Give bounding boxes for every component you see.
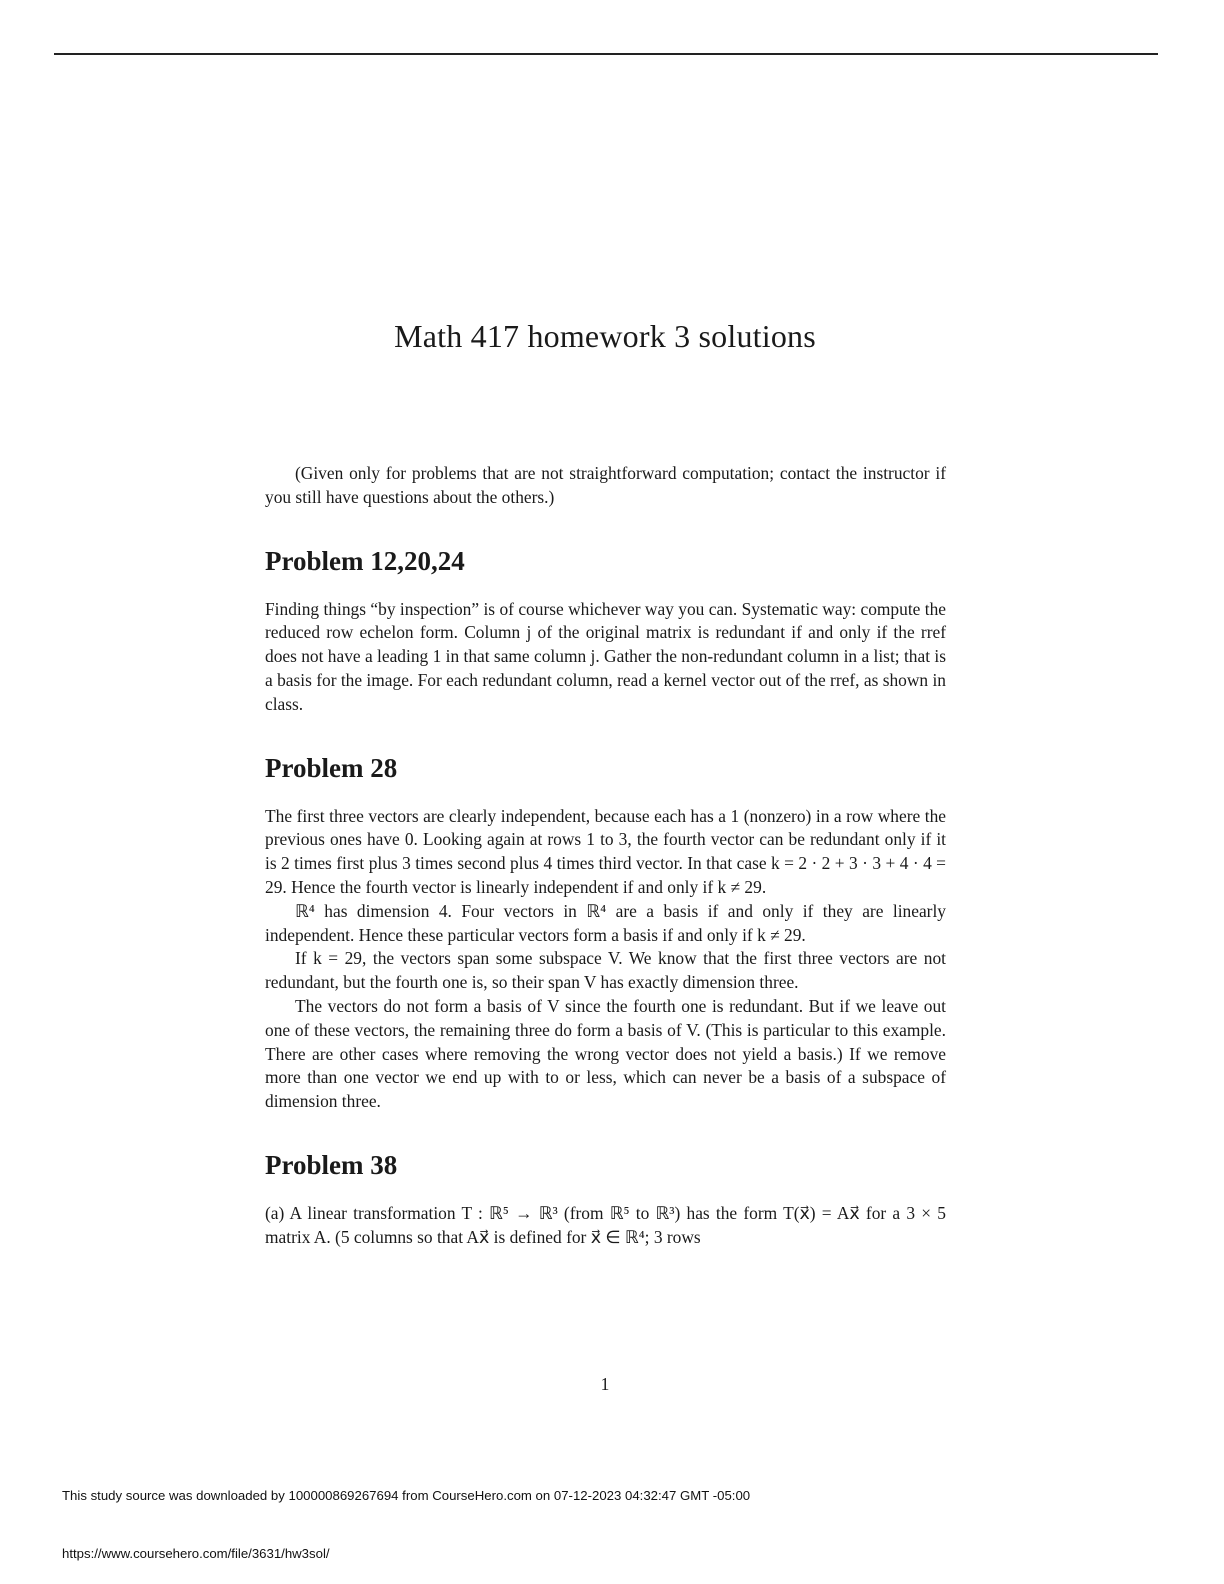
paragraph-problem-28-3: If k = 29, the vectors span some subspace V. We know that the first three vectors are not redundant, but the fourth one is, so their span V has exactly dimension three. — [265, 948, 946, 993]
source-url-link[interactable]: https://www.coursehero.com/file/3631/hw3sol/ — [62, 1546, 330, 1561]
document-body — [265, 462, 946, 1250]
paragraph-problem-28-4: The vectors do not form a basis of V since the fourth one is redundant. But if we leave out one of these vectors, the remaining three do form a basis of V. (This is particular to this example. There are other cases where removing the wrong vector does not yield a basis.) If we remove more than one vector we end up with to or less, which can never be a basis of a subspace of dimension three. — [265, 995, 946, 1112]
section-heading-problem-28: Problem 28 — [265, 752, 398, 783]
page-number: 1 — [600, 1374, 610, 1394]
page-title: Math 417 homework 3 solutions — [394, 318, 816, 354]
paragraph-problem-38-1: (a) A linear transformation T : ℝ⁵ → ℝ³ (from ℝ⁵ to ℝ³) has the form T(x⃗) = Ax⃗ for a 3 × 5 matrix A. (5 columns so that Ax⃗ is defined for x⃗ ∈ ℝ⁴; 3 rows — [265, 1202, 946, 1247]
paragraph-problem-28-1: The first three vectors are clearly independent, because each has a 1 (nonzero) in a row where the previous ones have 0. Looking again at rows 1 to 3, the fourth vector can be redundant only if it is 2 times first plus 3 times second plus 4 times third vector. In that case k = 2 · 2 + 3 · 3 + 4 · 4 = 29. Hence the fourth vector is linearly independent if and only if k ≠ 29. — [265, 805, 946, 897]
top-rule — [54, 53, 1158, 55]
download-note: This study source was downloaded by 100000869267694 from CourseHero.com on 07-12-2023 04:32:47 GMT -05:00 — [62, 1488, 751, 1503]
paragraph-problem-12-20-24: Finding things “by inspection” is of course whichever way you can. Systematic way: compute the reduced row echelon form. Column j of the original matrix is redundant if and only if the rref does not have a leading 1 in that same column j. Gather the non-redundant column in a list; that is a basis for the image. For each redundant column, read a kernel vector out of the rref, as shown in class. — [265, 598, 946, 714]
intro-paragraph: (Given only for problems that are not straightforward computation; contact the instructor if you still have questions about the others.) — [265, 463, 946, 507]
section-heading-problem-38: Problem 38 — [265, 1149, 398, 1180]
paragraph-problem-28-2: ℝ⁴ has dimension 4. Four vectors in ℝ⁴ are a basis if and only if they are linearly independent. Hence these particular vectors form a basis if and only if k ≠ 29. — [265, 900, 946, 945]
section-heading-problem-12-20-24: Problem 12,20,24 — [265, 545, 465, 576]
